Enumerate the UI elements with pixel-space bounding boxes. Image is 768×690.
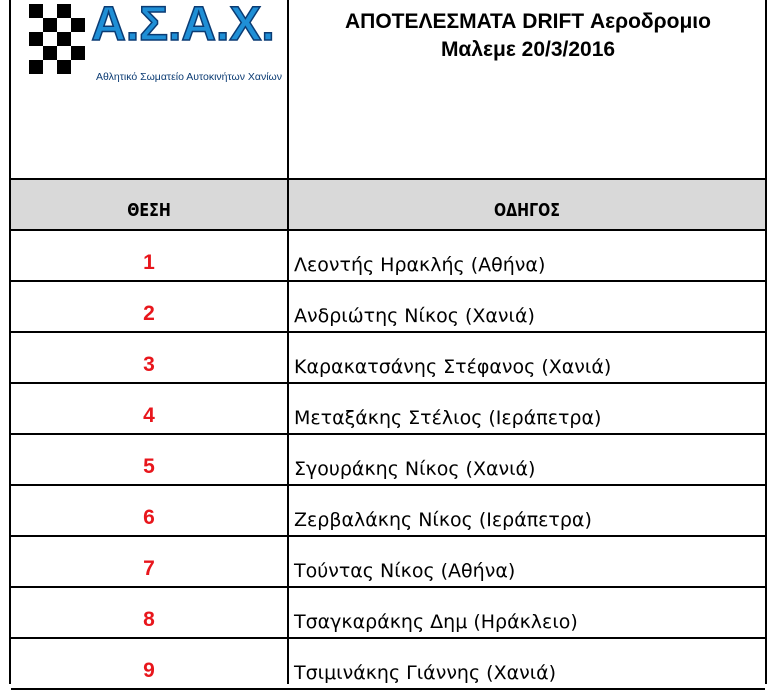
position-number: 8 <box>143 608 155 631</box>
logo-text: Α.Σ.Α.Χ. <box>91 0 275 51</box>
position-number: 9 <box>143 659 155 682</box>
right-border <box>765 0 767 684</box>
driver-name: Μεταξάκης Στέλιος (Ιεράπετρα) <box>294 407 602 429</box>
results-table <box>11 231 765 690</box>
position-number: 7 <box>143 557 155 580</box>
position-number: 5 <box>143 455 155 478</box>
position-number: 1 <box>143 251 155 274</box>
table-row <box>11 537 765 588</box>
driver-name: Ανδριώτης Νίκος (Χανιά) <box>294 305 535 327</box>
driver-name: Τσαγκαράκης Δημ (Ηράκλειο) <box>294 611 578 633</box>
table-row <box>11 384 765 435</box>
position-number: 6 <box>143 506 155 529</box>
column-separator <box>287 180 289 229</box>
column-header-row <box>11 180 765 229</box>
asax-logo <box>25 0 287 84</box>
title-line-1: ΑΠΟΤΕΛΕΣΜΑΤΑ DRIFT Αεροδρομιο <box>345 10 711 33</box>
table-row <box>11 435 765 486</box>
table-row <box>11 282 765 333</box>
driver-name: Σγουράκης Νίκος (Χανιά) <box>294 458 536 480</box>
position-number: 3 <box>143 353 155 376</box>
driver-name: Λεοντής Ηρακλής (Αθήνα) <box>294 254 546 276</box>
table-row <box>11 333 765 384</box>
position-number: 4 <box>143 404 155 427</box>
table-row <box>11 588 765 639</box>
driver-name: Ζερβαλάκης Νίκος (Ιεράπετρα) <box>294 509 592 531</box>
header-row <box>11 0 765 178</box>
table-row <box>11 639 765 690</box>
table-row <box>11 486 765 537</box>
logo-subtitle: Αθλητικό Σωματείο Αυτοκινήτων Χανίων <box>96 71 282 83</box>
checkered-flag-logo-icon <box>25 0 287 84</box>
page-title <box>291 8 765 64</box>
title-line-2: Μαλεμε 20/3/2016 <box>440 38 616 61</box>
driver-name: Τούντας Νίκος (Αθήνα) <box>294 560 516 582</box>
driver-name: Τσιμινάκης Γιάννης (Χανιά) <box>294 662 557 684</box>
position-number: 2 <box>143 302 155 325</box>
driver-column-header: ΟΔΗΓΟΣ <box>494 200 560 221</box>
table-row <box>11 231 765 282</box>
position-column-header: ΘΕΣΗ <box>127 200 171 221</box>
driver-name: Καρακατσάνης Στέφανος (Χανιά) <box>294 356 612 378</box>
